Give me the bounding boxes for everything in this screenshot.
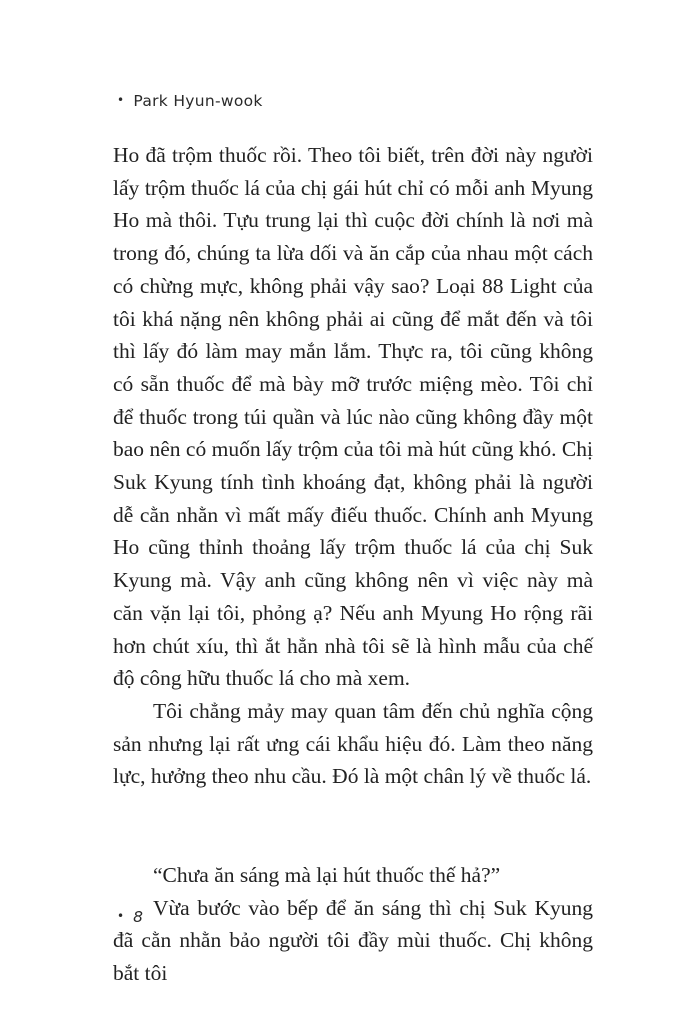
- paragraph-3: “Chưa ăn sáng mà lại hút thuốc thế hả?”: [153, 863, 501, 888]
- author-name: Park Hyun-wook: [133, 92, 263, 110]
- paragraph-2: Tôi chẳng mảy may quan tâm đến chủ nghĩa cộng sản nhưng lại rất ưng cái khẩu hiệu đó. Làm theo năng lực, hưởng theo nhu cầu. Đó là một chân lý về thuốc lá.: [113, 698, 593, 789]
- bullet-icon: •: [117, 909, 125, 923]
- paragraph-1: Ho đã trộm thuốc rồi. Theo tôi biết, trên đời này người lấy trộm thuốc lá của chị gái hút chỉ có mỗi anh Myung Ho mà thôi. Tựu trung lại thì cuộc đời chính là nơi mà trong đó, chúng ta lừa dối và ăn cắp của nhau một cách có chừng mực, không phải vậy sao? Loại 88 Light của tôi khá nặng nên không phải ai cũng để mắt đến và tôi thì lấy đó làm may mắn lắm. Thực ra, tôi cũng không có sẵn thuốc để mà bày mỡ trước miệng mèo. Tôi chỉ để thuốc trong túi quần và lúc nào cũng không đầy một bao nên có muốn lấy trộm của tôi mà hút cũng khó. Chị Suk Kyung tính tình khoáng đạt, không phải là người dễ cằn nhằn vì mất mấy điếu thuốc. Chính anh Myung Ho cũng thỉnh thoảng lấy trộm thuốc lá của chị Suk Kyung mà. Vậy anh cũng không nên vì việc này mà căn vặn lại tôi, phỏng ạ? Nếu anh Myung Ho rộng rãi hơn chút xíu, thì ắt hẳn nhà tôi sẽ là hình mẫu của chế độ công hữu thuốc lá cho mà xem.: [113, 143, 593, 691]
- bullet-icon: •: [117, 93, 125, 107]
- running-header: [117, 92, 263, 110]
- body-text: [113, 139, 593, 990]
- scene-break: [113, 793, 593, 859]
- page-number: [117, 908, 143, 926]
- paragraph-4: Vừa bước vào bếp để ăn sáng thì chị Suk Kyung đã cằn nhằn bảo người tôi đầy mùi thuốc. Chị không bắt tôi: [113, 895, 593, 986]
- page-number-value: 8: [133, 908, 143, 926]
